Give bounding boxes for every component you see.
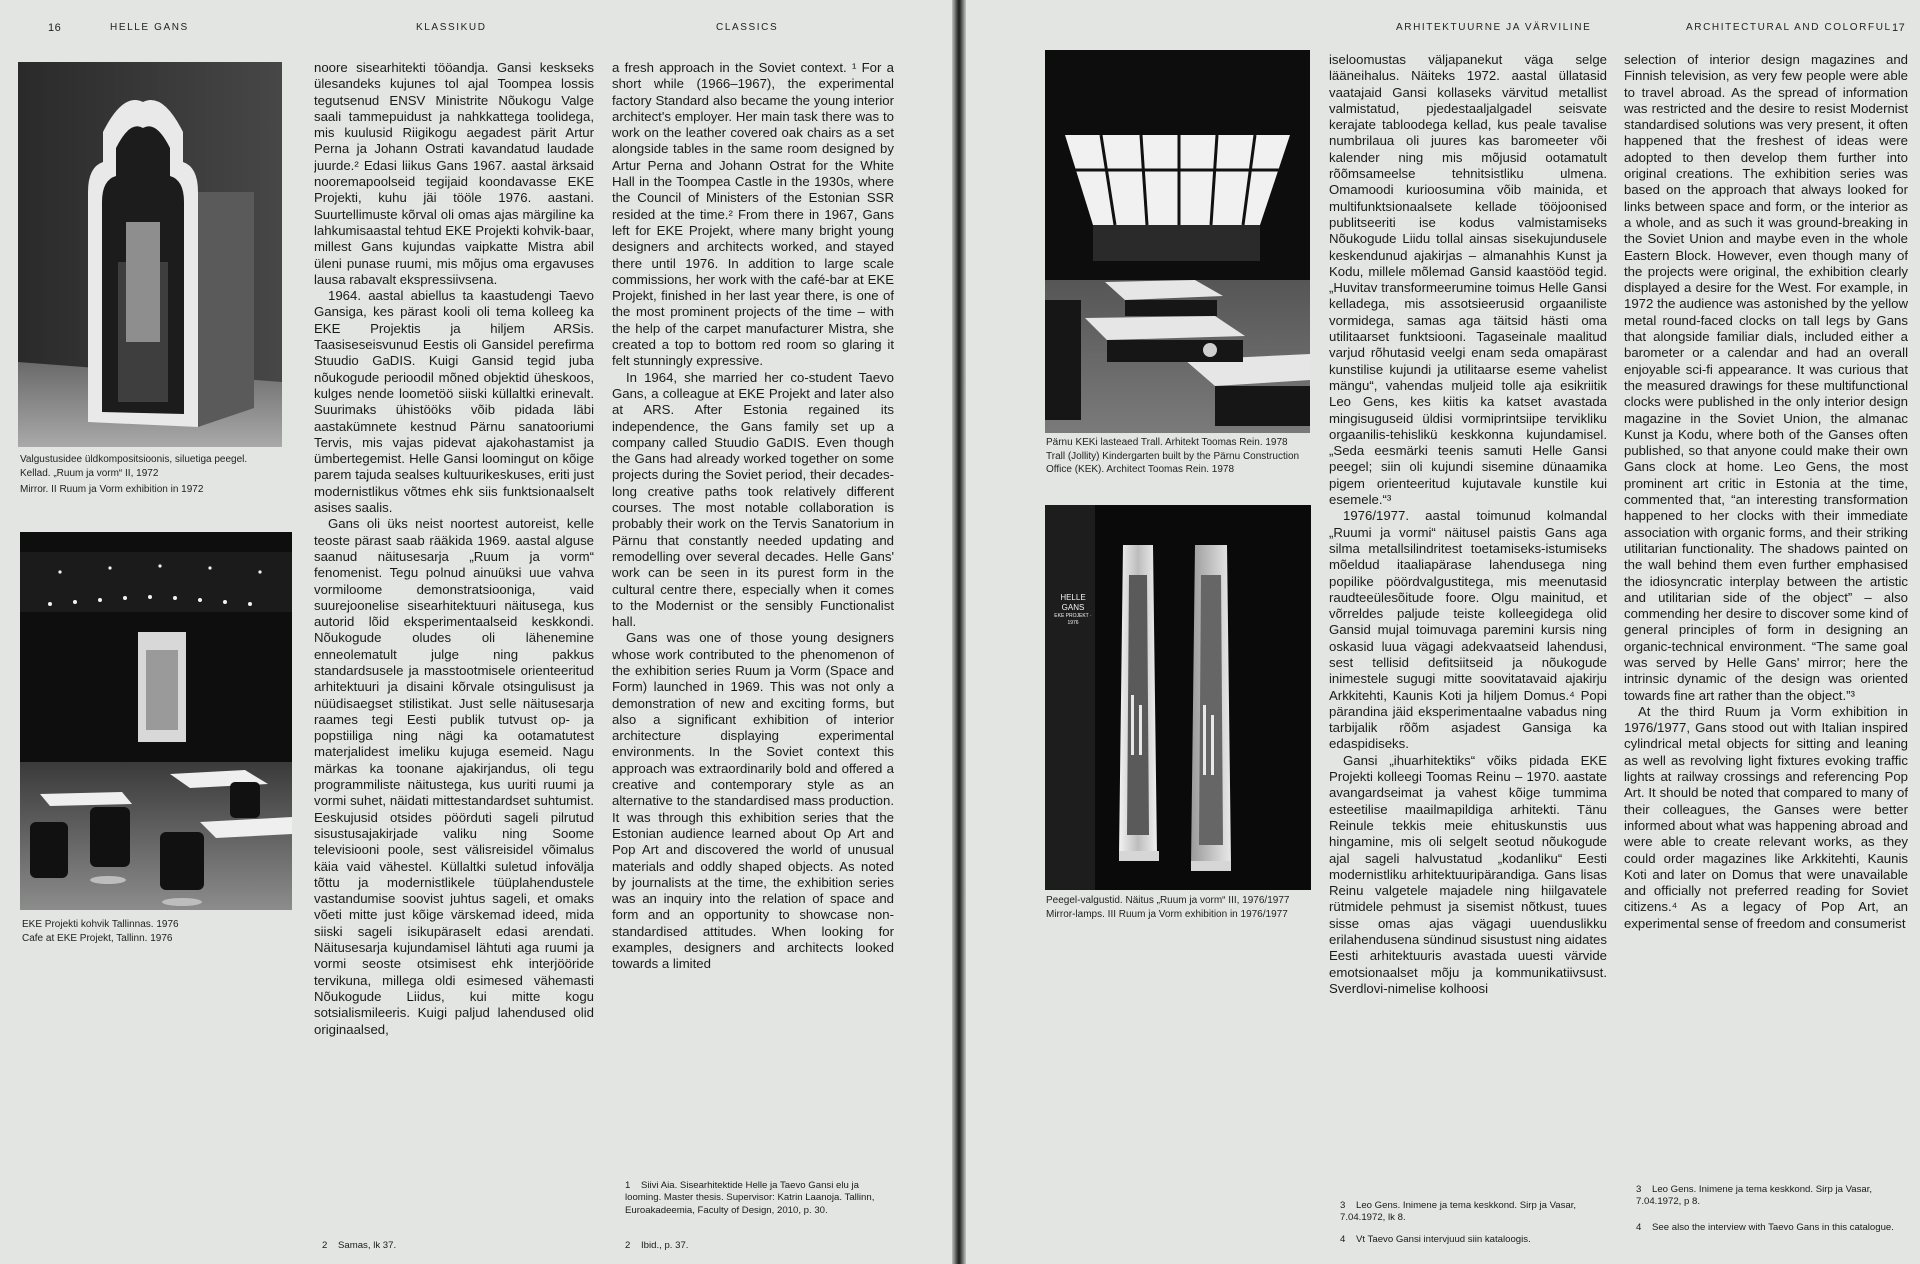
left-folio: 16 bbox=[48, 22, 62, 34]
left-page bbox=[0, 0, 952, 1264]
left-running-section-et: KLASSIKUD bbox=[416, 22, 487, 33]
left-running-author: HELLE GANS bbox=[110, 22, 189, 33]
column-2-english bbox=[612, 60, 894, 1155]
footnote-number: 1 bbox=[625, 1180, 631, 1191]
cafe-photo-art bbox=[20, 532, 292, 910]
footnote-text: Vt Taevo Gansi intervjuud siin kataloogis. bbox=[1356, 1234, 1531, 1245]
mirror-photo bbox=[18, 62, 282, 447]
cafe-caption bbox=[22, 918, 292, 945]
column-1-estonian bbox=[314, 60, 594, 1192]
kindergarten-caption-et: Pärnu KEKi lasteaed Trall. Arhitekt Toomas Rein. 1978 bbox=[1046, 437, 1288, 448]
footnote-number: 4 bbox=[1636, 1222, 1642, 1233]
col1-paragraph: 1964. aastal abiellus ta kaastudengi Taevo Gansiga, kes pärast kooli oli tema kolleeg ka EKE Projektis ja hiljem ARSis. Taasiseseisvunud Eestis oli Gansidel pereﬁrma Stuudio GaDIS. Kuigi Gansid tegid juba nõukogude perioodil mõned objektid üheskoos, kulges nende loometöö siiski küllaltki erinevalt. Suurimaks ühistööks võib pidada läbi aastakümnete kestnud Pärnu sanatooriumi Tervis, mis vajas pidevat ajakohastamist ja ümbertegemist. Helle Gansi loomingut on kõige parem tajuda sealses kultuurikeskuses, eriti just modernistlikus võtmes ehk siis funktsionaalselt asises saalis. bbox=[314, 288, 594, 516]
col2-footnote-2 bbox=[625, 1240, 895, 1252]
footnote-text: Samas, lk 37. bbox=[338, 1240, 397, 1251]
col1-paragraph: noore sisearhitekti tööandja. Gansi keskseks ülesandeks kujunes tol ajal Toompea lossis tegutsenud ENSV Ministrite Nõukogu Valge saali tammepuidust ja nahkkattega toolidega, mis kuulusid Riigikogu aegadest pärit Artur Perna ja Johann Ostrati kavandatud laudade juurde.² Edasi liikus Gans 1967. aastal ärksaid nooremapoolseid tegijaid koondavasse EKE Projekti, kuhu jäi tööle 1976. aastani. Suurtellimuste kõrval oli omas ajas märgiline ka lahkumisaastal tehtud EKE Projekti kohvik-baar, millest Gans kujundas vaipkatte Mistra abil üleni punase ruumi, mis mõjus oma ergavuses lausa rabavalt ekspressiivsena. bbox=[314, 60, 594, 287]
col2-footnote-1 bbox=[625, 1180, 895, 1217]
mirror-photo-art bbox=[18, 62, 282, 447]
exhibit-sign-subtitle: EKE PROJEKT · 1976 bbox=[1054, 613, 1092, 626]
col4-footnote-1 bbox=[1636, 1184, 1906, 1209]
cafe-caption-et: EKE Projekti kohvik Tallinnas. 1976 bbox=[22, 919, 179, 930]
column-4-english bbox=[1624, 52, 1908, 1160]
col3-footnote-1 bbox=[1340, 1200, 1610, 1225]
kindergarten-caption-en-1: Trall (Jollity) Kindergarten built by the Pärnu Construction bbox=[1046, 450, 1300, 462]
cafe-caption-en: Cafe at EKE Projekt, Tallinn. 1976 bbox=[22, 932, 173, 944]
left-running-section-en: CLASSICS bbox=[716, 22, 779, 33]
right-folio: 17 bbox=[1892, 22, 1906, 34]
col4-footnote-2 bbox=[1636, 1222, 1906, 1234]
footnote-text: Leo Gens. Inimene ja tema keskkond. Sirp ja Vasar, 7.04.1972, lk 8. bbox=[1340, 1200, 1577, 1224]
col1-footnote bbox=[322, 1240, 592, 1252]
book-gutter bbox=[952, 0, 966, 1264]
right-running-section-et: ARHITEKTUURNE JA VÄRVILINE bbox=[1396, 22, 1592, 33]
col2-paragraph: a fresh approach in the Soviet context. ¹ For a short while (1966–1967), the experimental factory Standard also became the young interior architect's employer. Her main task there was to work on the leather covered oak chairs as a set alongside tables in the same room designed by Artur Perna and Johann Ostrat for the White Hall in the Toompea Castle in the 1930s, where the Council of Ministers of the Estonian SSR resided at the time.² From there in 1967, Gans left for EKE Projekt, where many bright young designers and architects worked, and stayed there until 1976. In addition to large scale commissions, her work with the café-bar at EKE Projekt, ﬁnished in her last year there, is one of the most prominent projects of the time – with the help of the carpet manufacturer Mistra, she created a top to bottom red room so glaring it felt stunningly expressive. bbox=[612, 60, 894, 369]
right-page bbox=[966, 0, 1920, 1264]
kindergarten-photo bbox=[1045, 50, 1310, 433]
mirror-caption-et-2: Kellad. „Ruum ja vorm“ II, 1972 bbox=[20, 467, 159, 479]
footnote-number: 3 bbox=[1340, 1200, 1346, 1211]
col4-paragraph: selection of interior design magazines and Finnish television, as very few people were able to travel abroad. As the spread of information was restricted and the desire to resist Modernist standardised solutions was very present, it often happened that the freshest of ideas were adopted to then develop them further into original creations. The exhibition series was based on the approach that always looked for links between space and form, or the interior as a whole, and as such it was ground-breaking in the Soviet Union and maybe even in the whole Eastern Block. However, even though many of the projects were original, the exhibition clearly displayed a desire for the West. For example, in 1972 the audience was astonished by the yellow metal round-faced clocks on tall legs by Gans that alongside familiar dials, included either a barometer or a calendar and had an overall enjoyable sci-ﬁ appearance. It was curious that the measured drawings for these multifunctional clocks were published in the only interior design magazine in the Soviet Union, the almanac Kunst ja Kodu, where both of the Ganses often published, so that anyone could make their own Gans clock at home. Leo Gens, the most prominent art critic in Estonia at the time, commented that, “an interesting transformation happened to her clocks with their immediate association with organic forms, and their striking utilitarian functionality. The shadows painted on the wall behind them even further emphasised the idiosyncratic interplay between the artistic and utilitarian side of the object” – also commending her desire to discover some kind of general principles of form in designing an organic-technical environment. “The same goal was served by Helle Gans' mirror; here the intrinsic dynamic of the design was oriented towards ﬁne art rather than the object.”³ bbox=[1624, 52, 1908, 703]
col2-paragraph: In 1964, she married her co-student Taevo Gans, a colleague at EKE Projekt and later also at ARS. After Estonia regained its independence, the Gans family set up a company called Stuudio GaDIS. Even though the Gans had already worked together on some projects during the Soviet period, their decades-long creative paths took relatively different courses. The most notable collaboration is probably their work on the Tervis Sanatorium in Pärnu that constantly needed updating and remodelling over several decades. Helle Gans' work can be seen in its purest form in the cultural centre there, especially when it comes to the Modernist or the sensibly Functionalist hall. bbox=[612, 369, 894, 630]
footnote-number: 2 bbox=[322, 1240, 328, 1251]
col3-paragraph: 1976/1977. aastal toimunud kolmandal „Ruumi ja vormi“ näitusel paistis Gans aga silma metallsilindritest toetamiseks-istumiseks mõeldud itaaliapärase lahendusega ning popilike pöördvalgustitega, mis meenutasid raudteeülesõitude foore. Olgu mainitud, et võrreldes paljude teiste kolleegidega olid Gansid mujal toimuvaga paremini kursis ning oskasid luua vägagi adekvaatseid lahendusi, sest tellisid defitsiitseid ja nõukogude inimestele sugugi mitte soovitatavaid ajakirju Arkkitehti, Kaunis Koti ja hiljem Domus.⁴ Popi pärandina jäid eksperimentaalne vabadus ning tarbijalik rõõm asjadest Gansiga ka edaspidiseks. bbox=[1329, 508, 1607, 752]
kindergarten-caption bbox=[1046, 436, 1346, 477]
kindergarten-photo-art bbox=[1045, 50, 1310, 433]
mirror-caption bbox=[20, 453, 290, 497]
footnote-text: Leo Gens. Inimene ja tema keskkond. Sirp ja Vasar, 7.04.1972, p 8. bbox=[1636, 1184, 1873, 1208]
mirror-lamps-photo bbox=[1045, 505, 1311, 890]
cafe-photo bbox=[20, 532, 292, 910]
col1-paragraph: Gans oli üks neist noortest autoreist, kelle teoste pärast saab rääkida 1969. aastal alguse saanud näitusesarja „Ruum ja vorm“ fenomenist. Tegu polnud ainuüksi uue vahva vormiloome demonstratsiooniga, vaid suurejoonelise sisearhitektuuri näitusega, kus autorid lõid eksperimentaalseid keskkondi. Nõukogude oludes oli lähenemine enneolematult julge ning pakkus standardsusele ja masstootmisele orienteeritud arhitektuuri ja disaini kõrvale otsingulisust ja nüüdisaegset stilistikat. Just selle näitusesarja raames tegi Eesti publik tutvust op- ja popstiiliga ning nägi ka ootamatutest materjalidest imeliku kujuga esemeid. Nagu märkas ka toonane ajakirjandus, oli tegu programmiliste näitustega, kus uuriti ruumi ja vormi suhet, näidati mittestandardset suhtumist. Eeskujusid otsides pöörduti sageli pilrutud sisustusajakirjade valiku ning Soome televisiooni poole, sest välisreisidel võimalus käia vaid vähestel. Küllaltki suletud infoväljа tõttu ja modernistlikele tüüplahendustele vastandumise soovist juhtus sageli, et omaks võeti mitte just kõige värskemad ideed, mida siiski sageli isikupäraselt edasi arendati. Näitusesarja kujundamisel lähtuti aga ruumi ja vormi seoste otsimisest ehk interjööride tervikuna, millega oldi esimesed vähemasti Nõukogude Liidus, kui mitte kogu sotsialismileeris. Kuigi paljud lahendused olid originaalsed, bbox=[314, 516, 594, 1037]
col4-paragraph: At the third Ruum ja Vorm exhibition in 1976/1977, Gans stood out with Italian inspired cylindrical metal objects for sitting and leaning as well as revolving light ﬁxtures evoking trafﬁc lights at railway crossings and referencing Pop Art. It should be noted that compared to many of their colleagues, the Ganses were better informed about what was happening abroad and were able to create relevant works, as they could order magazines like Arkkitehti, Kaunis Koti and later on Domus that were unavailable and ofﬁcially not preferred reading for Soviet citizens.⁴ As a legacy of Pop Art, an experimental sense of freedom and consumerist bbox=[1624, 703, 1908, 931]
right-running-section-en: ARCHITECTURAL AND COLORFUL bbox=[1686, 22, 1892, 33]
column-3-estonian bbox=[1329, 52, 1607, 1187]
exhibit-sign-title: HELLE GANS bbox=[1060, 593, 1086, 612]
mirror-caption-et-1: Valgustusidee üldkompositsioonis, siluetiga peegel. bbox=[20, 454, 248, 465]
footnote-number: 3 bbox=[1636, 1184, 1642, 1195]
mirror-lamps-caption-en: Mirror-lamps. III Ruum ja Vorm exhibition in 1976/1977 bbox=[1046, 908, 1288, 920]
exhibit-sign bbox=[1049, 593, 1097, 627]
mirror-lamps-caption bbox=[1046, 894, 1346, 921]
footnote-number: 2 bbox=[625, 1240, 631, 1251]
footnote-text: Siivi Aia. Sisearhitektide Helle ja Taevo Gansi elu ja looming. Master thesis. Supervisor: Katrin Laanoja. Tallinn, Euroakadeemia, Faculty of Design, 2010, p. 30. bbox=[625, 1180, 875, 1216]
footnote-text: See also the interview with Taevo Gans in this catalogue. bbox=[1652, 1222, 1894, 1233]
mirror-lamps-photo-art bbox=[1045, 505, 1311, 890]
mirror-caption-en: Mirror. II Ruum ja Vorm exhibition in 1972 bbox=[20, 484, 204, 495]
footnote-number: 4 bbox=[1340, 1234, 1346, 1245]
mirror-lamps-caption-et: Peegel-valgustid. Näitus „Ruum ja vorm“ III, 1976/1977 bbox=[1046, 895, 1290, 906]
col3-paragraph: iseloomustas väljapanekut väga selge lääneihalus. Näiteks 1972. aastal üllatasid vaatajaid Gansi kollaseks värvitud metallist valmistatud, pjedestaaljalgadel seisvate kerajate tabloodega kellad, kus peale tavalise numbrilaua oli juures kas baromeeter või kalender ning mis mõjusid ootamatult rõõmsameelse tehnitsistliku ulmena. Omamoodi kurioosumina võib mainida, et multifunktsionaalsete kellade tööjoonised publitseeriti ise kodus valmistamiseks Nõukogude Liidu tollal ainsas sisekujundusele keskendunud ajakirjas – almanahhis Kunst ja Kodu, millele mõlemad Gansid kaastööd tegid. „Huvitav transformeerumine toimus Helle Gansi kelladega, mis assotsieerusid orgaaniliste vormidega, samas aga täitsid hästi oma utilitaarset funktsiooni. Tagaseinale maalitud varjud rõhutasid veelgi enam seda omapärast kunstilise kujundi ja utilitaarse eseme vahelist mängu“, vahendas muljeid tolle aja esikriitik Leo Gens, kes kiitis ka katset avastada mingisuguseid üldisi vormiprintsiipe tervikliku orgaanilis-tehislikü keskkonna kujundamisel. „Seda eesmärki teenis samuti Helle Gansi peegel; siin oli kujundi sisemine dünaamika pigem orienteeritud kujutavale kunstile kui esemele.“³ bbox=[1329, 52, 1607, 508]
footnote-text: Ibid., p. 37. bbox=[641, 1240, 689, 1251]
col2-paragraph: Gans was one of those young designers whose work contributed to the phenomenon of the exhibition series Ruum ja Vorm (Space and Form) launched in 1969. This was not only a demonstration of new and exciting forms, but also a signiﬁcant exhibition of interior architecture displaying experimental environments. In the Soviet context this approach was extraordinarily bold and offered a creative and contemporary style as an alternative to the standardised mass production. It was through this exhibition series that the Estonian audience learned about Op Art and Pop Art and discovered the world of unusual materials and oddly shaped objects. As noted by journalists at the time, the exhibition series was an inquiry into the relation of space and form and an opportunity to showcase non-standardised attitudes. When looking for examples, designers and architects looked towards a limited bbox=[612, 630, 894, 972]
col3-paragraph: Gansi „ihuarhitektiks“ võiks pidada EKE Projekti kolleegi Toomas Reinu – 1970. aastate avangardseimat ja vahest kõige tummima esteetilise maailmapildiga arhitekti. Tänu Reinule tekkis meie ehituskunstis uus hingamine, mis oli selgelt seotud nõukogude ajal sageli halvustatud „kodanliku“ Eesti modernistliku arhitektuuripärandiga. Gans lisas Reinu valgetele majadele ning hiilgavatele rütmidele pehmust ja sisemist nõtkust, tuues sisse omas ajas vägagi uuenduslikku erilahendusena sündinud sisustust ning aidates Eesti arhitektuuris avastada uuesti värvide emotsionaalset mõju ja kommunikatiivsust. Sverdlovi-nimelise kolhoosi bbox=[1329, 752, 1607, 996]
kindergarten-caption-en-2: Office (KEK). Architect Toomas Rein. 1978 bbox=[1046, 464, 1235, 475]
col3-footnote-2 bbox=[1340, 1234, 1610, 1246]
